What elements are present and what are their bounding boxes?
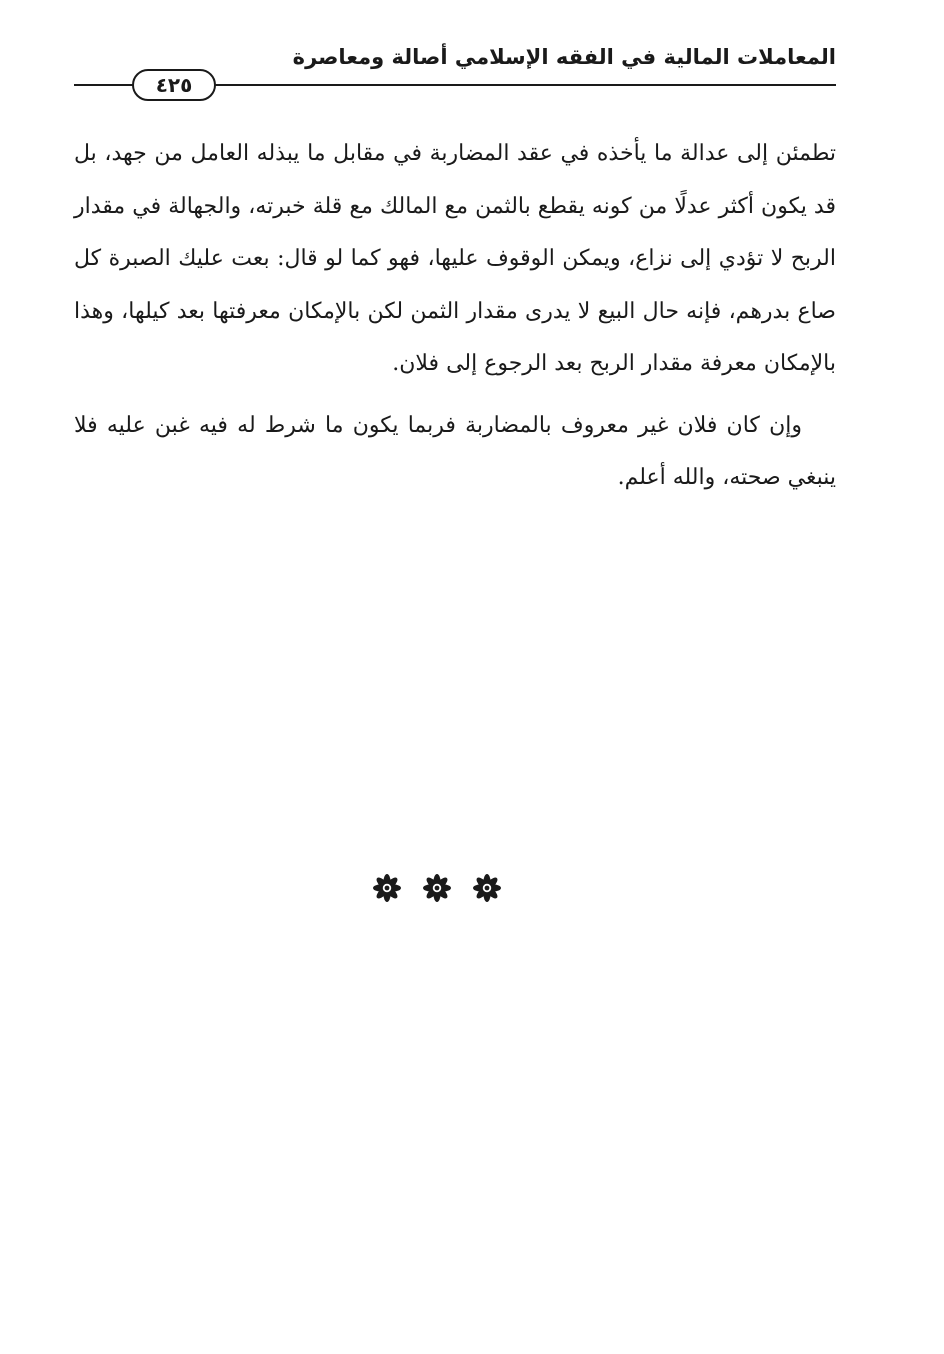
running-header-title: المعاملات المالية في الفقه الإسلامي أصالة ومعاصرة	[292, 45, 836, 69]
body-text	[74, 128, 836, 505]
flower-ornament-icon	[372, 873, 402, 903]
paragraph-1: تطمئن إلى عدالة ما يأخذه في عقد المضاربة في مقابل ما يبذله العامل من جهد، بل قد يكون أكثر عدلًا من كونه يقطع بالثمن مع المالك مع قلة خبرته، والجهالة في مقدار الربح لا تؤدي إلى نزاع، ويمكن الوقوف عليها، فهو كما لو قال: بعت عليك الصبرة كل صاع بدرهم، فإنه حال البيع لا يدرى مقدار الثمن لكن بالإمكان معرفتها بعد كيلها، وهذا بالإمكان معرفة مقدار الربح بعد الرجوع إلى فلان.	[74, 141, 836, 376]
section-end-ornament	[372, 870, 502, 906]
flower-ornament-icon	[472, 873, 502, 903]
paragraph-2: وإن كان فلان غير معروف بالمضاربة فربما يكون ما شرط له فيه غبن عليه فلا ينبغي صحته، والله أعلم.	[74, 412, 836, 490]
page-number-badge: ٤٢٥	[132, 69, 216, 101]
flower-ornament-icon	[422, 873, 452, 903]
